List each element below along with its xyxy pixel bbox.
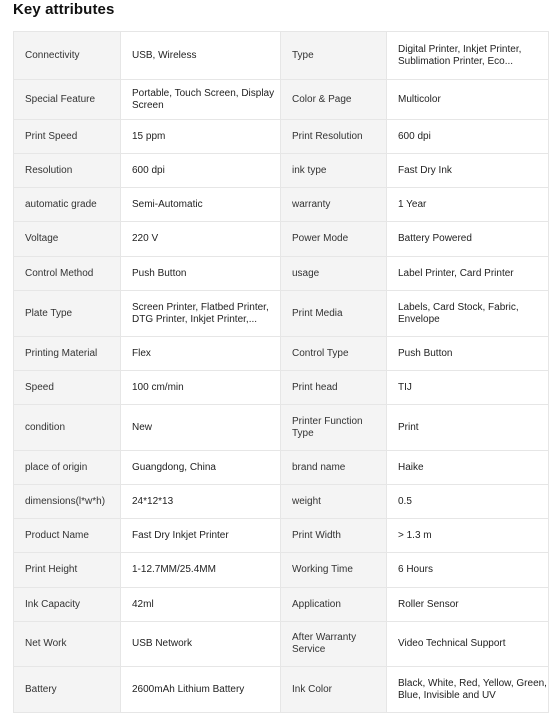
table-row <box>14 80 549 120</box>
table-row <box>14 622 549 667</box>
attr-value-print-media: Labels, Card Stock, Fabric, Envelope <box>387 291 549 337</box>
attr-value-printing-material: Flex <box>121 337 281 371</box>
table-row <box>14 257 549 291</box>
attr-key-place-of-origin: place of origin <box>14 451 121 485</box>
table-row <box>14 222 549 257</box>
attr-key-control-method: Control Method <box>14 257 121 291</box>
attr-value-working-time: 6 Hours <box>387 553 549 588</box>
attr-value-color-page: Multicolor <box>387 80 549 120</box>
attr-value-place-of-origin: Guangdong, China <box>121 451 281 485</box>
attr-key-print-media: Print Media <box>281 291 387 337</box>
attr-key-control-type: Control Type <box>281 337 387 371</box>
table-row <box>14 667 549 713</box>
attr-key-net-work: Net Work <box>14 622 121 667</box>
attr-key-automatic-grade: automatic grade <box>14 188 121 222</box>
table-row <box>14 405 549 451</box>
attr-value-condition: New <box>121 405 281 451</box>
attr-key-color-page: Color & Page <box>281 80 387 120</box>
table-row <box>14 120 549 154</box>
attr-value-warranty: 1 Year <box>387 188 549 222</box>
attr-key-print-head: Print head <box>281 371 387 405</box>
table-row <box>14 485 549 519</box>
attr-key-print-resolution: Print Resolution <box>281 120 387 154</box>
attr-value-print-speed: 15 ppm <box>121 120 281 154</box>
attr-value-weight: 0.5 <box>387 485 549 519</box>
attr-key-connectivity: Connectivity <box>14 32 121 80</box>
attr-value-special-feature: Portable, Touch Screen, Display Screen <box>121 80 281 120</box>
attr-key-usage: usage <box>281 257 387 291</box>
attr-value-power-mode: Battery Powered <box>387 222 549 257</box>
attr-key-special-feature: Special Feature <box>14 80 121 120</box>
attr-value-control-method: Push Button <box>121 257 281 291</box>
attr-key-dimensions-l-w-h: dimensions(l*w*h) <box>14 485 121 519</box>
attr-value-print-height: 1-12.7MM/25.4MM <box>121 553 281 588</box>
attr-key-warranty: warranty <box>281 188 387 222</box>
attr-value-control-type: Push Button <box>387 337 549 371</box>
table-row <box>14 519 549 553</box>
attr-value-application: Roller Sensor <box>387 588 549 622</box>
attr-key-ink-capacity: Ink Capacity <box>14 588 121 622</box>
attr-key-condition: condition <box>14 405 121 451</box>
attr-key-power-mode: Power Mode <box>281 222 387 257</box>
attr-value-ink-capacity: 42ml <box>121 588 281 622</box>
attr-key-working-time: Working Time <box>281 553 387 588</box>
attributes-table <box>13 31 549 713</box>
attr-value-usage: Label Printer, Card Printer <box>387 257 549 291</box>
table-row <box>14 451 549 485</box>
attr-key-resolution: Resolution <box>14 154 121 188</box>
attr-value-net-work: USB Network <box>121 622 281 667</box>
attr-value-dimensions-l-w-h: 24*12*13 <box>121 485 281 519</box>
table-row <box>14 337 549 371</box>
attr-value-battery: 2600mAh Lithium Battery <box>121 667 281 713</box>
attr-key-application: Application <box>281 588 387 622</box>
attr-key-battery: Battery <box>14 667 121 713</box>
attr-key-print-height: Print Height <box>14 553 121 588</box>
attr-key-ink-type: ink type <box>281 154 387 188</box>
attr-value-ink-type: Fast Dry Ink <box>387 154 549 188</box>
attr-key-voltage: Voltage <box>14 222 121 257</box>
attr-value-brand-name: Haike <box>387 451 549 485</box>
attr-key-type: Type <box>281 32 387 80</box>
attr-value-printer-function-type: Print <box>387 405 549 451</box>
attr-value-product-name: Fast Dry Inkjet Printer <box>121 519 281 553</box>
attributes-table-body <box>14 32 549 713</box>
attr-key-product-name: Product Name <box>14 519 121 553</box>
attr-key-after-warranty-service: After Warranty Service <box>281 622 387 667</box>
attr-key-print-width: Print Width <box>281 519 387 553</box>
table-row <box>14 154 549 188</box>
attr-key-print-speed: Print Speed <box>14 120 121 154</box>
attr-key-printer-function-type: Printer Function Type <box>281 405 387 451</box>
table-row <box>14 291 549 337</box>
attr-value-print-head: TIJ <box>387 371 549 405</box>
attr-value-resolution: 600 dpi <box>121 154 281 188</box>
attr-value-print-resolution: 600 dpi <box>387 120 549 154</box>
section-title: Key attributes <box>13 1 115 18</box>
attr-value-type: Digital Printer, Inkjet Printer, Sublimation Printer, Eco... <box>387 32 549 80</box>
table-row <box>14 371 549 405</box>
attr-key-plate-type: Plate Type <box>14 291 121 337</box>
attr-value-automatic-grade: Semi-Automatic <box>121 188 281 222</box>
attr-value-voltage: 220 V <box>121 222 281 257</box>
attr-value-after-warranty-service: Video Technical Support <box>387 622 549 667</box>
attr-value-ink-color: Black, White, Red, Yellow, Green, Blue, Invisible and UV <box>387 667 549 713</box>
attr-key-printing-material: Printing Material <box>14 337 121 371</box>
attr-key-speed: Speed <box>14 371 121 405</box>
attr-value-print-width: > 1.3 m <box>387 519 549 553</box>
table-row <box>14 32 549 80</box>
attr-key-brand-name: brand name <box>281 451 387 485</box>
table-row <box>14 588 549 622</box>
attr-value-speed: 100 cm/min <box>121 371 281 405</box>
attr-value-plate-type: Screen Printer, Flatbed Printer, DTG Printer, Inkjet Printer,... <box>121 291 281 337</box>
attr-value-connectivity: USB, Wireless <box>121 32 281 80</box>
table-row <box>14 553 549 588</box>
table-row <box>14 188 549 222</box>
attr-key-ink-color: Ink Color <box>281 667 387 713</box>
attr-key-weight: weight <box>281 485 387 519</box>
